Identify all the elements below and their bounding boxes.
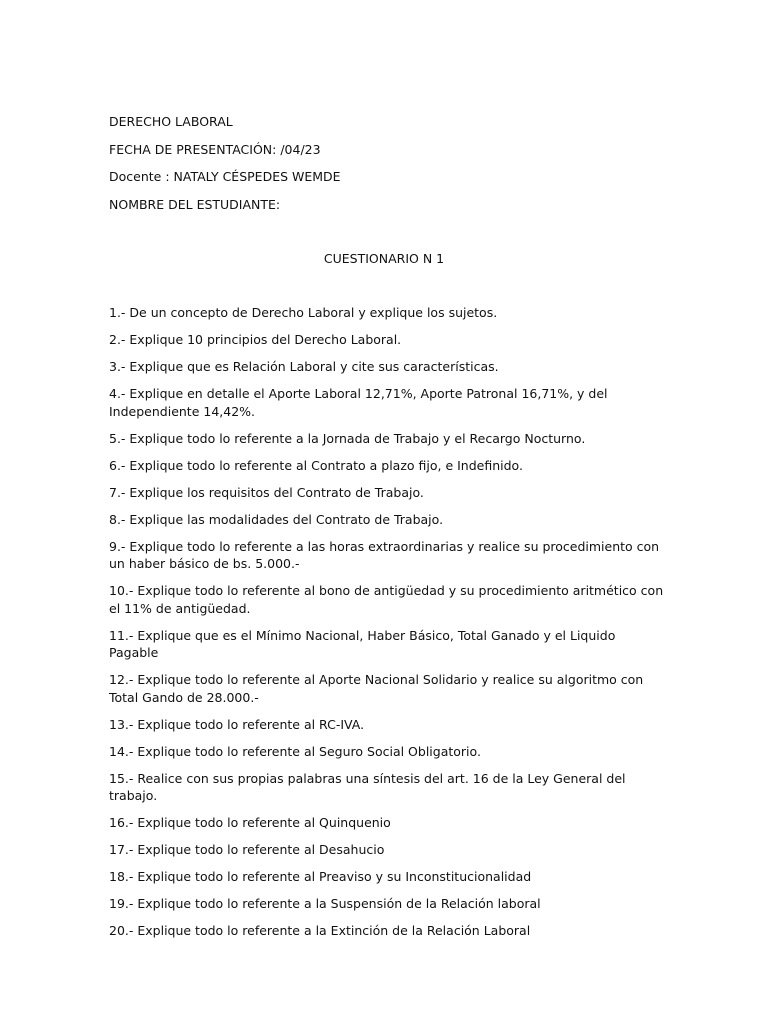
question-item: 3.- Explique que es Relación Laboral y cite sus características. xyxy=(109,359,499,374)
question-list xyxy=(109,304,665,949)
question-item: 6.- Explique todo lo referente al Contrato a plazo fijo, e Indefinido. xyxy=(109,457,523,473)
question-item: 19.- Explique todo lo referente a la Suspensión de la Relación laboral xyxy=(109,896,541,911)
question-item: 8.- Explique las modalidades del Contrato de Trabajo. xyxy=(109,511,444,527)
subject-line: DERECHO LABORAL xyxy=(109,114,233,129)
question-item: 17.- Explique todo lo referente al Desahucio xyxy=(109,842,385,857)
question-item: 14.- Explique todo lo referente al Seguro Social Obligatorio. xyxy=(109,743,481,759)
question-item: 11.- Explique que es el Mínimo Nacional, Haber Básico, Total Ganado y el Liquido Pagable xyxy=(109,627,616,660)
presentation-date-line: FECHA DE PRESENTACIÓN: /04/23 xyxy=(109,141,321,157)
question-item: 20.- Explique todo lo referente a la Extinción de la Relación Laboral xyxy=(109,923,531,938)
question-item: 9.- Explique todo lo referente a las horas extraordinarias y realice su procedimiento con un haber básico de bs. 5.000.- xyxy=(109,538,660,571)
question-item: 7.- Explique los requisitos del Contrato de Trabajo. xyxy=(109,484,424,500)
question-item: 15.- Realice con sus propias palabras una síntesis del art. 16 de la Ley General del trabajo. xyxy=(109,770,626,803)
question-item: 5.- Explique todo lo referente a la Jornada de Trabajo y el Recargo Nocturno. xyxy=(109,430,586,446)
document-header xyxy=(109,113,669,223)
student-name-line: NOMBRE DEL ESTUDIANTE: xyxy=(109,196,281,212)
question-item: 16.- Explique todo lo referente al Quinquenio xyxy=(109,815,391,830)
question-item: 13.- Explique todo lo referente al RC-IVA. xyxy=(109,716,365,732)
questionnaire-title: CUESTIONARIO N 1 xyxy=(323,251,445,266)
question-item: 10.- Explique todo lo referente al bono de antigüedad y su procedimiento aritmético con el 11% de antigüedad. xyxy=(109,583,664,616)
question-item: 1.- De un concepto de Derecho Laboral y explique los sujetos. xyxy=(109,305,498,320)
question-item: 12.- Explique todo lo referente al Aporte Nacional Solidario y realice su algoritmo con Total Gando de 28.000.- xyxy=(109,672,644,705)
teacher-line: Docente : NATALY CÉSPEDES WEMDE xyxy=(109,169,341,184)
question-item: 18.- Explique todo lo referente al Preaviso y su Inconstitucionalidad xyxy=(109,869,532,884)
question-item: 2.- Explique 10 principios del Derecho Laboral. xyxy=(109,332,402,347)
question-item: 4.- Explique en detalle el Aporte Laboral 12,71%, Aporte Patronal 16,71%, y del Independiente 14,42%. xyxy=(109,386,608,419)
